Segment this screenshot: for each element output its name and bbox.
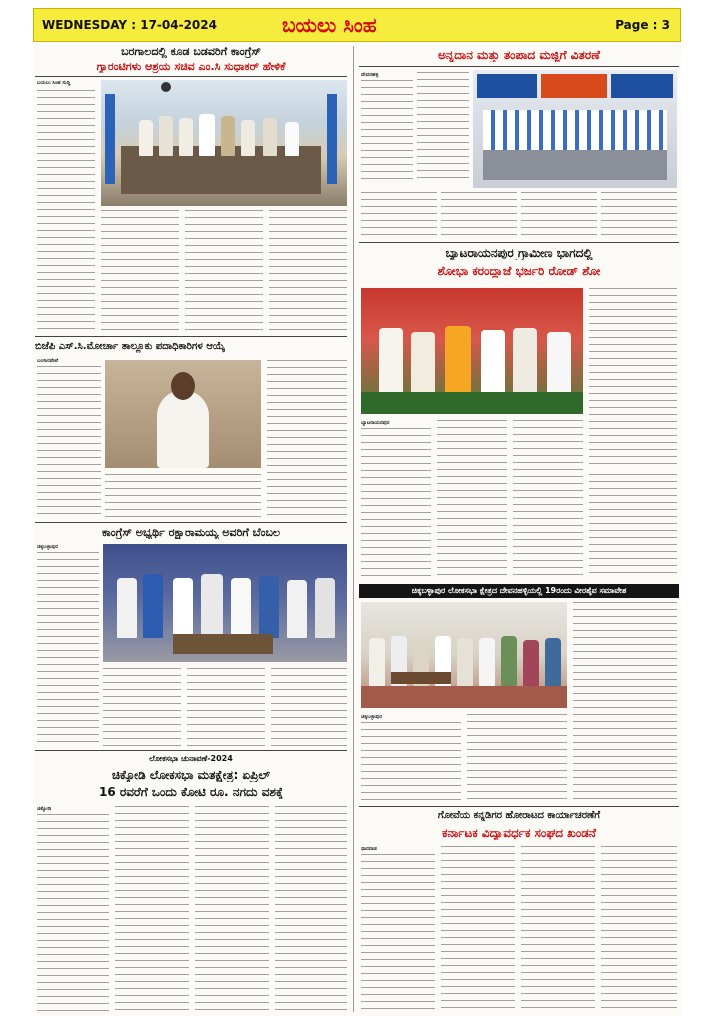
masthead-date: WEDNESDAY : 17-04-2024 [42, 18, 217, 32]
goa-body-col3 [521, 846, 595, 1014]
chikkaballapur-dateline: ಚಿಕ್ಕಬಳ್ಳಾಪುರ [361, 714, 382, 720]
raksha-dateline: ಚಿಕ್ಕಬಳ್ಳಾಪುರ [37, 544, 58, 550]
cash-dateline: ಚಿಕ್ಕೋಡಿ [37, 806, 52, 812]
annadana-event-photo [473, 70, 677, 188]
bjp-body-col3 [267, 360, 347, 518]
raksha-body-col3 [187, 668, 265, 746]
guarantee-headline-2: ಗ್ಯಾರಂಟಿಗಳು ಆಶ್ರಯ ಸಚಿವ ಎಂ.ಸಿ ಸುಧಾಕರ್ ಹೇಳಿಕೆ [96, 60, 286, 73]
minister-rally-photo [101, 80, 347, 206]
raksha-headline: ಕಾಂಗ್ರೆಸ್ ಅಭ್ಯರ್ಥಿ ರಕ್ಷಾರಾಮಯ್ಯ ಅವರಿಗೆ ಬೆಂಬಲ [101, 526, 281, 539]
cash-kicker: ಲೋಕಸಭಾ ಚುನಾವಣೆ-2024 [149, 754, 233, 763]
cash-headline-2: 16 ರವರೆಗೆ ಒಂದು ಕೋಟಿ ರೂ. ನಗದು ವಶಕ್ಕೆ [99, 785, 283, 799]
roadshow-headline-2: ಶೋಭಾ ಕರಂದ್ಲಾಜೆ ಭರ್ಜರಿ ರೋಡ್ ಶೋ [437, 264, 601, 278]
guarantee-body-col3 [185, 210, 263, 330]
annadana-headline: ಅನ್ನದಾನ ಮತ್ತು ತಂಪಾದ ಮಜ್ಜಿಗೆ ವಿತರಣೆ [438, 48, 600, 62]
goa-dateline: ಧಾರವಾಡ [361, 846, 377, 852]
raksha-body-col1 [37, 552, 99, 746]
roadshow-photo [361, 288, 583, 414]
samavesha-meeting-photo [361, 602, 567, 708]
column-divider [353, 46, 354, 1012]
divider [35, 522, 347, 523]
goa-body-col4 [601, 846, 677, 1014]
bjp-leader-photo [105, 360, 261, 468]
cash-body-col3 [195, 806, 269, 1014]
guarantee-body-col2 [101, 210, 179, 330]
annadana-dateline: ದೇವನಹಳ್ಳಿ [361, 72, 379, 78]
bjp-headline: ಬಿಜೆಪಿ ಎಸ್.ಸಿ.ಮೋರ್ಚಾ ತಾಲ್ಲೂಕು ಪದಾಧಿಕಾರಿಗಳ ಆಯ್ಕೆ [35, 341, 225, 352]
masthead [33, 8, 681, 42]
roadshow-body-col2 [437, 420, 507, 578]
raksha-body-col2 [103, 668, 181, 746]
cash-headline-1: ಚಿಕ್ಕೋಡಿ ಲೋಕಸಭಾ ಮತಕ್ಷೇತ್ರ: ಏಪ್ರಿಲ್ [111, 768, 271, 782]
guarantee-body-col4 [269, 210, 347, 330]
annadana-body-col5 [521, 192, 597, 238]
cash-body-col4 [275, 806, 347, 1014]
divider [35, 336, 347, 337]
raksha-body-col4 [271, 668, 347, 746]
divider [35, 76, 347, 77]
guarantee-body-col1 [37, 90, 95, 330]
page-number: Page : 3 [615, 18, 670, 32]
chikkaballapur-body-col2 [467, 714, 567, 802]
goa-body-col1 [361, 854, 435, 1014]
guarantee-headline-1: ಬರಗಾಲದಲ್ಲಿ ಕೂಡ ಬಡವರಿಗೆ ಕಾಂಗ್ರೆಸ್ [121, 45, 261, 58]
newspaper-page [33, 8, 681, 1016]
divider [359, 242, 679, 243]
goa-headline-1: ಗೋವೆಯ ಕನ್ನಡಿಗರ ಹೋರಾಟದ ಕಾರ್ಯಾಚರಣೆಗೆ [437, 810, 601, 821]
goa-headline-2: ಕರ್ನಾಟಕ ವಿದ್ಯಾವರ್ಧಕ ಸಂಘದ ಖಂಡನೆ [441, 826, 597, 840]
roadshow-dateline: ಬ್ಯಾಟರಾಯನಪುರ [361, 420, 390, 426]
bjp-dateline: ಬಂಗಾರಪೇಟೆ [37, 358, 59, 364]
chikkaballapur-body-col3 [573, 602, 677, 802]
chikkaballapur-body-col1 [361, 722, 461, 802]
roadshow-body-col4 [589, 288, 677, 468]
goa-body-col2 [441, 846, 515, 1014]
divider [359, 806, 679, 807]
newspaper-title: ಬಯಲು ಸಿಂಹ [282, 13, 377, 37]
annadana-body-col3 [361, 192, 437, 238]
raksha-meeting-photo [103, 544, 347, 662]
bjp-body-col2 [105, 474, 261, 518]
roadshow-headline-1: ಬ್ಯಾಟರಾಯನಪುರ ಗ್ರಾಮೀಣ ಭಾಗದಲ್ಲಿ [445, 246, 593, 260]
annadana-body-col2 [417, 72, 469, 184]
annadana-body-col4 [441, 192, 517, 238]
annadana-body-col1 [361, 80, 413, 184]
roadshow-body-col5 [589, 474, 677, 578]
divider [359, 66, 679, 67]
annadana-body-col6 [601, 192, 677, 238]
roadshow-body-col3 [513, 420, 583, 578]
chikkaballapur-headline: ಚಿಕ್ಕಬಳ್ಳಾಪುರ ಲೋಕಸಭಾ ಕ್ಷೇತ್ರದ ದೇವನಹಳ್ಳಿಯಲ್ಲಿ 19ರಂದು ವೀರಶೈವ ಸಮಾವೇಶ [359, 584, 679, 598]
roadshow-body-col1 [361, 428, 431, 578]
guarantee-dateline: ಬಯಲು ಸಿಂಹ ಸುದ್ದಿ [37, 80, 71, 86]
cash-body-col1 [37, 814, 109, 1014]
cash-body-col2 [115, 806, 189, 1014]
divider [35, 750, 347, 751]
bjp-body-col1 [37, 366, 101, 518]
